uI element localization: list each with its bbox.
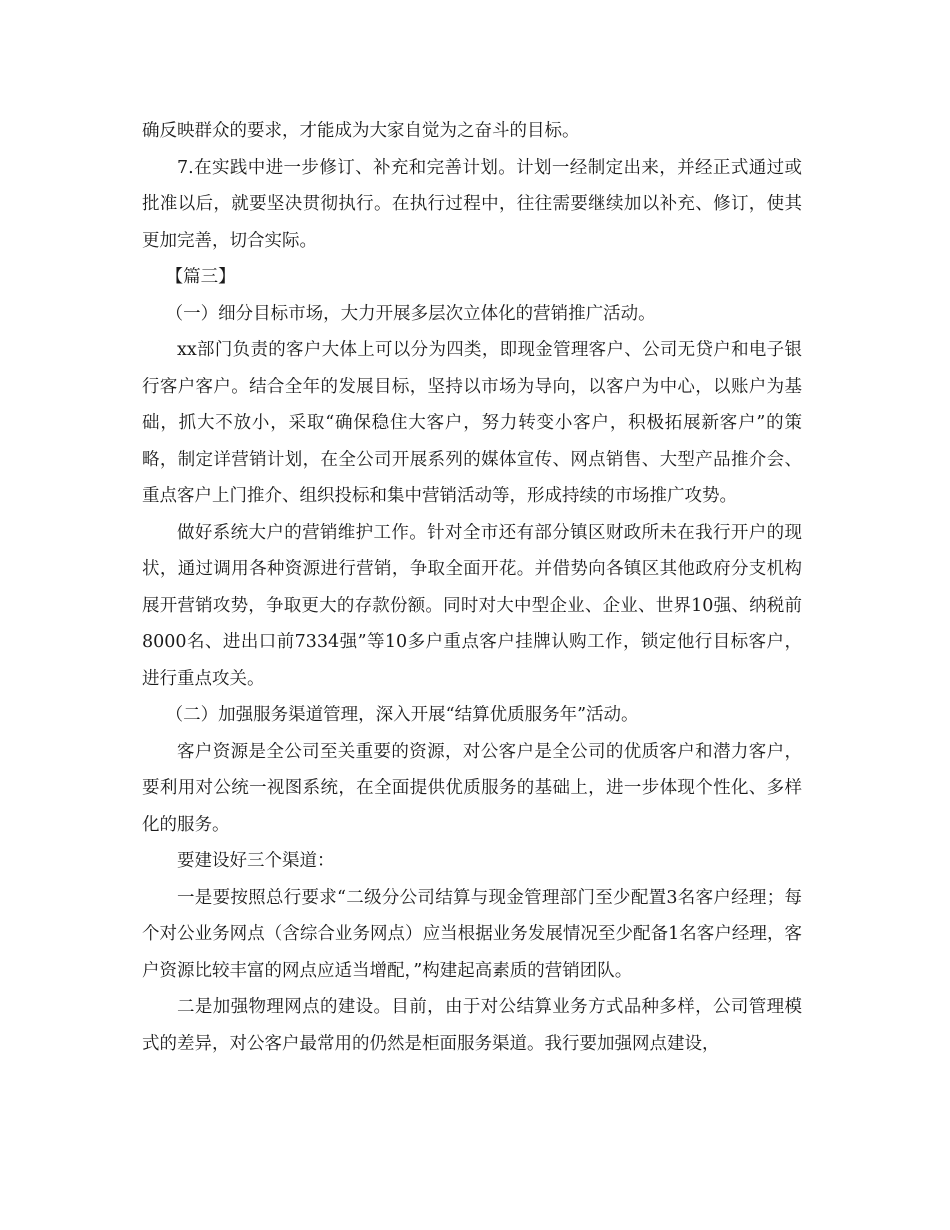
- section-one-heading: （一）细分目标市场，大力开展多层次立体化的营销推广活动。: [165, 303, 656, 324]
- section-two-heading: （二）加强服务渠道管理，深入开展“结算优质服务年”活动。: [165, 705, 639, 725]
- paragraph-channel-one: 一是要按照总行要求“二级分公司结算与现金管理部门至少配置3名客户经理；每个对公业务网点（含综合业务网点）应当根据业务发展情况至少配备1名客户经理，客户资源比较丰富的网点应适当增配，”构建起高素质的营销团队。: [142, 887, 802, 981]
- part-three-heading: 【篇三】: [165, 267, 236, 287]
- paragraph-customers: xx部门负责的客户大体上可以分为四类，即现金管理客户、公司无贷户和电子银行客户客户。结合全年的发展目标，坚持以市场为导向，以客户为中心，以账户为基础，抓大不放小，采取“确保稳住大客户，努力转变小客户，积极拓展新客户”的策略，制定详营销计划，在全公司开展系列的媒体宣传、网点销售、大型产品推介会、重点客户上门推介、组织投标和集中营销活动等，形成持续的市场推广攻势。: [142, 340, 802, 506]
- document-body: [142, 113, 802, 1062]
- paragraph-item-7: 7.在实践中进一步修订、补充和完善计划。计划一经制定出来，并经正式通过或批准以后，就要坚决贯彻执行。在执行过程中，往往需要继续加以补充、修订，使其更加完善，切合实际。: [142, 157, 802, 251]
- paragraph-channel-two: 二是加强物理网点的建设。目前，由于对公结算业务方式品种多样，公司管理模式的差异，对公客户最常用的仍然是柜面服务渠道。我行要加强网点建设，: [142, 997, 802, 1054]
- paragraph-three-channels: 要建设好三个渠道：: [177, 851, 335, 871]
- paragraph-continuation: 确反映群众的要求，才能成为大家自觉为之奋斗的目标。: [142, 121, 580, 141]
- paragraph-system-clients: 做好系统大户的营销维护工作。针对全市还有部分镇区财政所未在我行开户的现状，通过调用各种资源进行营销，争取全面开花。并借势向各镇区其他政府分支机构展开营销攻势，争取更大的存款份额。同时对大中型企业、企业、世界10强、纳税前8000名、进出口前7334强”等10多户重点客户挂牌认购工作，锁定他行目标客户，进行重点攻关。: [142, 522, 802, 689]
- paragraph-resources: 客户资源是全公司至关重要的资源，对公客户是全公司的优质客户和潜力客户，要利用对公统一视图系统，在全面提供优质服务的基础上，进一步体现个性化、多样化的服务。: [142, 741, 802, 835]
